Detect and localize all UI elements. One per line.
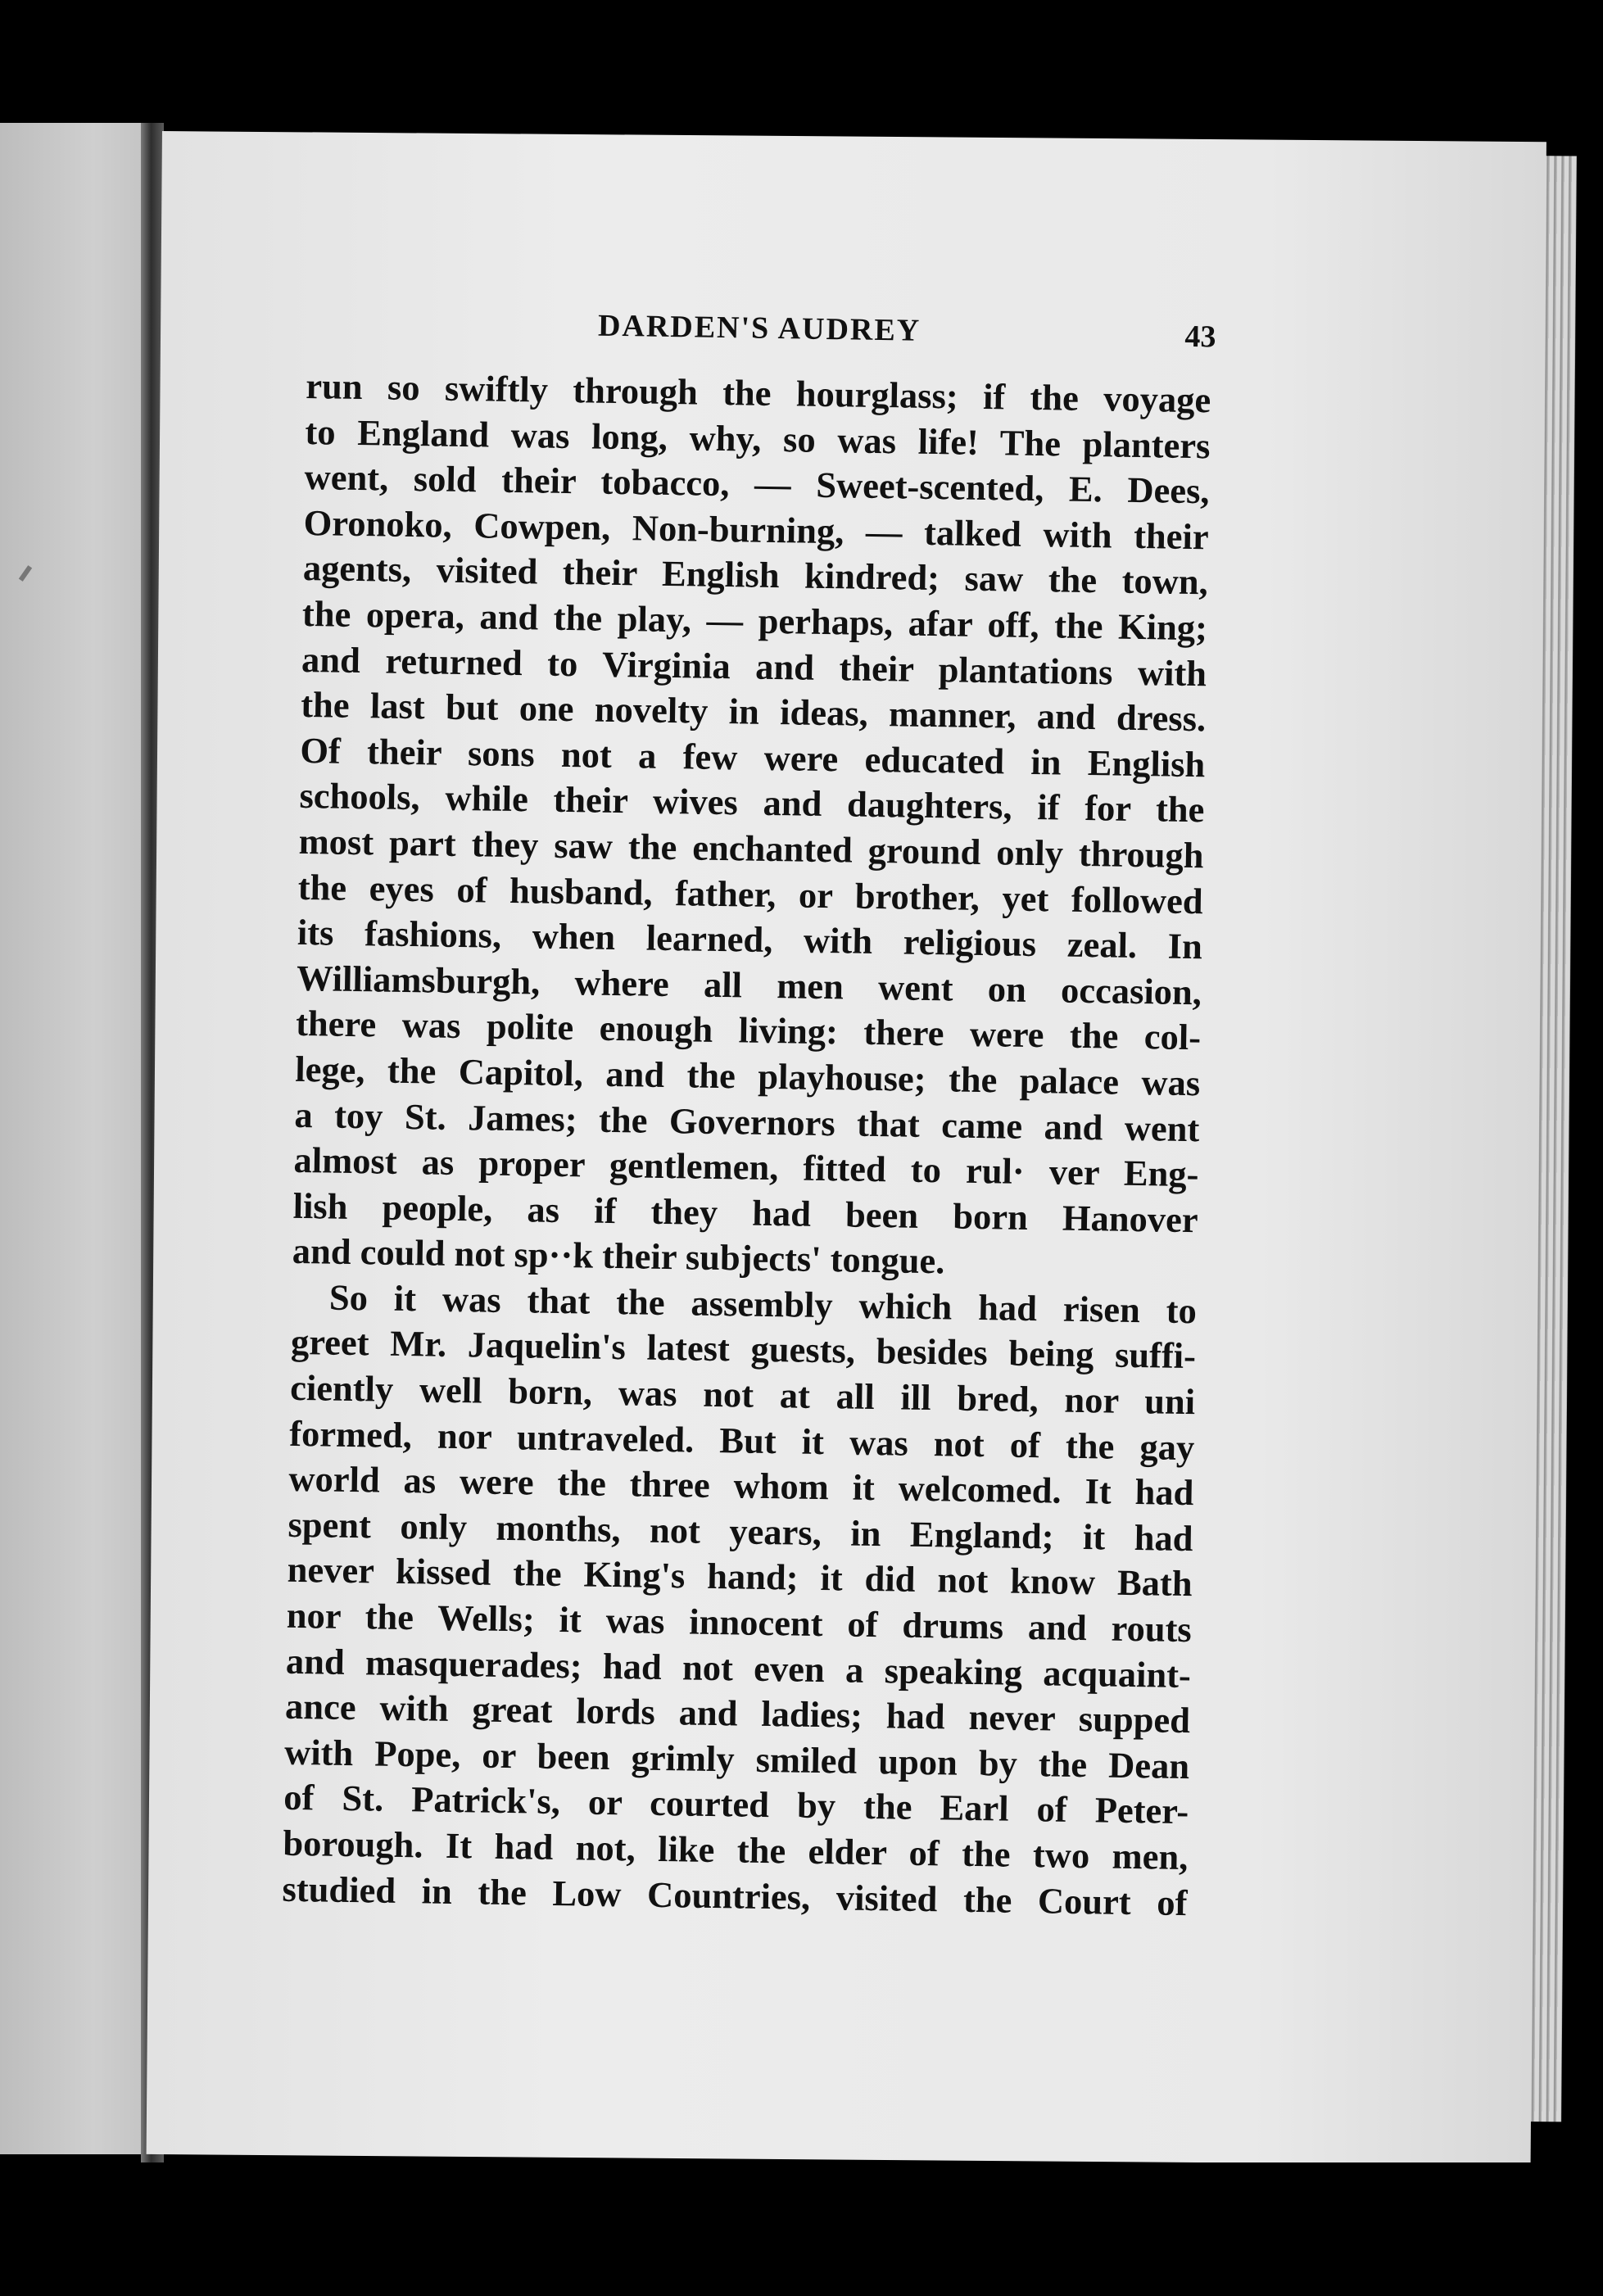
text-line: of St. Patrick's, or courted by the Earl of Peter-	[283, 1777, 1189, 1832]
text-line: agents, visited their English kindred; saw the town,	[302, 547, 1209, 603]
text-line: went, sold their tobacco, — Sweet-scented, E. Dees,	[304, 456, 1210, 512]
page-number: 43	[1184, 319, 1216, 355]
text-line: world as were the three whom it welcomed. It had	[288, 1458, 1194, 1514]
text-line: ciently well born, was not at all ill bred, nor uni	[289, 1366, 1196, 1423]
text-line: with Pope, or been grimly smiled upon by the Dean	[283, 1731, 1190, 1787]
text-line: the opera, and the play, — perhaps, afar off, the King;	[301, 592, 1208, 649]
scan-bottom-border	[0, 2162, 1603, 2296]
text-line: So it was that the assembly which had risen to	[328, 1276, 1198, 1332]
text-line: Oronoko, Cowpen, Non-burning, — talked with their	[303, 501, 1210, 558]
text-line: and could not sp··k their subjects' tongue.	[292, 1230, 945, 1282]
text-line: the last but one novelty in ideas, manner, and dress.	[300, 684, 1207, 740]
text-line: studied in the Low Countries, visited the Court of	[282, 1868, 1188, 1923]
paragraph-1	[292, 364, 1211, 1288]
running-title: DARDEN'S AUDREY	[597, 308, 921, 348]
text-line: Williamsburgh, where all men went on occasion,	[296, 957, 1202, 1012]
text-line: run so swiftly through the hourglass; if the voyage	[306, 365, 1211, 421]
text-line: spent only months, not years, in England; it had	[288, 1503, 1193, 1560]
text-line: and returned to Virginia and their plantations with	[301, 638, 1207, 694]
text-line: nor the Wells; it was innocent of drums and routs	[286, 1594, 1193, 1651]
text-line: greet Mr. Jaquelin's latest guests, besides being suffi-	[290, 1321, 1197, 1377]
page-text-block	[282, 303, 1216, 1926]
text-line: formed, nor untraveled. But it was not of the gay	[288, 1412, 1195, 1468]
facing-page-edge	[0, 123, 156, 2154]
facing-page-mark	[19, 565, 32, 582]
text-line: lege, the Capitol, and the playhouse; the palace was	[294, 1048, 1201, 1104]
text-line: never kissed the King's hand; it did not know Bath	[287, 1549, 1193, 1605]
text-line: borough. It had not, like the elder of the two men,	[283, 1822, 1189, 1878]
text-line: almost as proper gentlemen, fitted to rul· ver Eng-	[293, 1139, 1199, 1195]
text-line: Of their sons not a few were educated in English	[300, 729, 1206, 786]
text-line: there was polite enough living: there were the col-	[295, 1003, 1202, 1058]
text-line: a toy St. James; the Governors that came and went	[294, 1094, 1200, 1149]
text-line: ance with great lords and ladies; had never supped	[284, 1686, 1191, 1741]
text-line: and masquerades; had not even a speaking acquaint-	[285, 1640, 1192, 1696]
paragraph-2	[282, 1275, 1197, 1927]
text-line: its fashions, when learned, with religious zeal. In	[297, 912, 1203, 967]
text-line: schools, while their wives and daughters, if for the	[299, 775, 1205, 831]
text-line: the eyes of husband, father, or brother, yet followed	[297, 866, 1204, 922]
text-line: to England was long, why, so was life! The planters	[305, 410, 1211, 466]
text-line: lish people, as if they had been born Hanover	[292, 1184, 1198, 1240]
text-line: most part they saw the enchanted ground only through	[298, 820, 1204, 876]
